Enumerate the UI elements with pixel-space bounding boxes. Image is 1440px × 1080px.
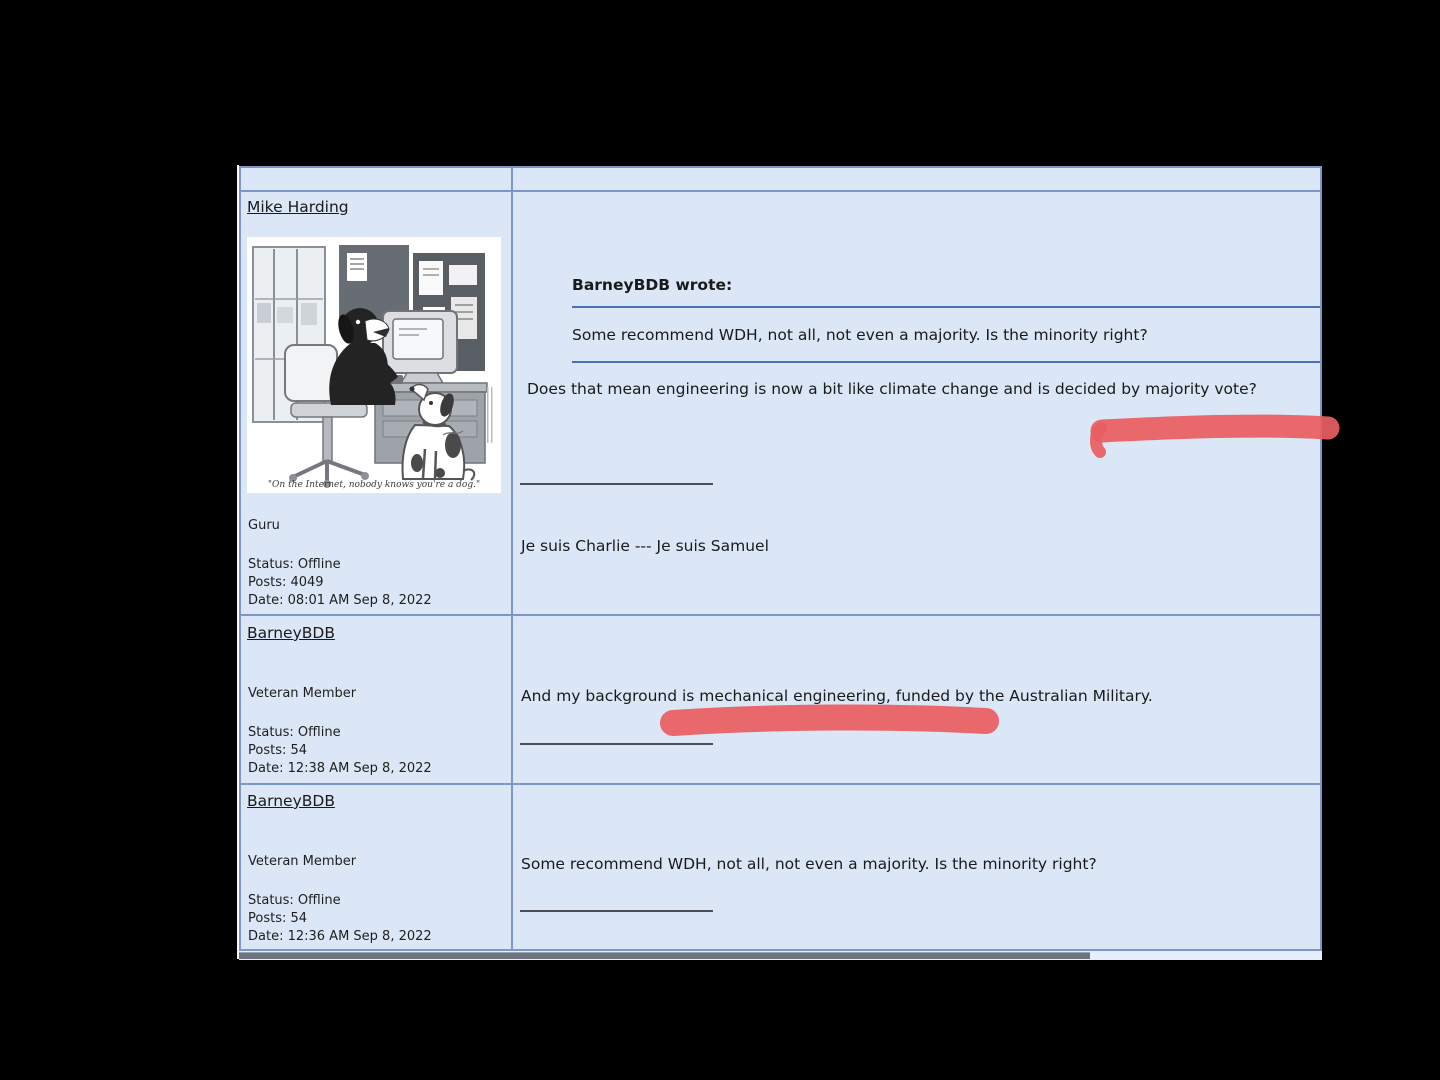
post3-author-cell (241, 785, 511, 949)
post1-content-cell (513, 192, 1320, 614)
signature-divider (520, 483, 713, 485)
author-status: Status: Offline (248, 557, 341, 572)
author-post-count: Posts: 54 (248, 911, 308, 926)
post2-author-cell (241, 616, 511, 783)
signature-divider (520, 743, 713, 745)
forum-thread-table (239, 166, 1322, 951)
author-post-count: Posts: 54 (248, 743, 308, 758)
author-link-mike-harding[interactable]: Mike Harding (247, 198, 349, 216)
post3-content-cell (513, 785, 1320, 949)
author-status: Status: Offline (248, 725, 341, 740)
author-status: Status: Offline (248, 893, 341, 908)
post-date: Date: 12:36 AM Sep 8, 2022 (248, 929, 432, 944)
post-body-text: Does that mean engineering is now a bit like climate change and is decided by majority vote? (527, 380, 1257, 398)
signature-text: Je suis Charlie --- Je suis Samuel (521, 537, 769, 555)
author-rank: Veteran Member (248, 854, 357, 869)
author-link-barneybdb[interactable]: BarneyBDB (247, 792, 335, 810)
post-body-text: And my background is mechanical engineering, funded by the Australian Military. (521, 687, 1153, 705)
post-body-text: Some recommend WDH, not all, not even a majority. Is the minority right? (521, 855, 1097, 873)
quote-divider-top (572, 306, 1320, 308)
quote-author-header: BarneyBDB wrote: (572, 276, 733, 294)
quote-text: Some recommend WDH, not all, not even a majority. Is the minority right? (572, 326, 1148, 344)
scrollbar-thumb[interactable] (239, 952, 1090, 959)
forum-viewport (237, 165, 1326, 960)
post1-author-cell (241, 192, 511, 614)
author-rank: Veteran Member (248, 686, 357, 701)
author-post-count: Posts: 4049 (248, 575, 324, 590)
author-rank: Guru (248, 518, 280, 533)
post-date: Date: 12:38 AM Sep 8, 2022 (248, 761, 432, 776)
cartoon-caption: "On the Internet, nobody knows you're a dog." (267, 480, 481, 490)
avatar-cartoon-image (247, 237, 501, 493)
author-link-barneybdb[interactable]: BarneyBDB (247, 624, 335, 642)
partial-row-author-cell (241, 168, 511, 190)
horizontal-scrollbar[interactable] (239, 951, 1322, 960)
signature-divider (520, 910, 713, 912)
quote-block (572, 276, 1320, 363)
quote-divider-bottom (572, 361, 1320, 363)
partial-row-content-cell (513, 168, 1320, 190)
post-date: Date: 08:01 AM Sep 8, 2022 (248, 593, 432, 608)
post2-content-cell (513, 616, 1320, 783)
dog-cartoon-svg (247, 237, 501, 493)
